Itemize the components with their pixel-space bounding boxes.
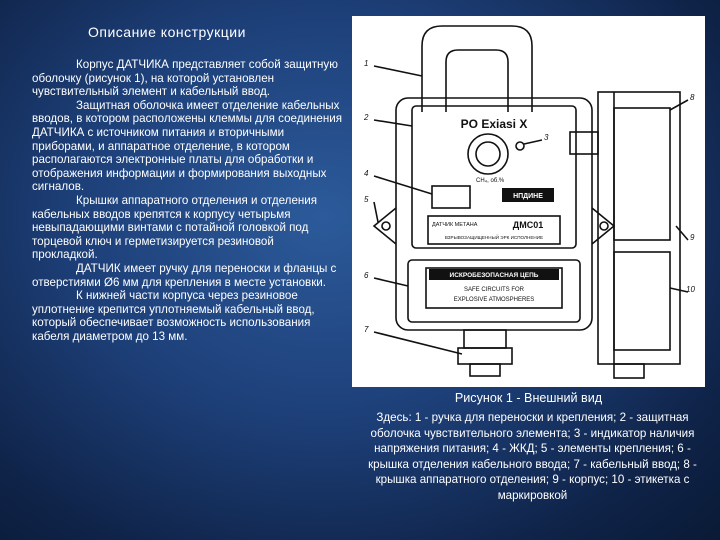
circuit-ru-text: ИСКРОБЕЗОПАСНАЯ ЦЕПЬ bbox=[449, 272, 539, 279]
marking-text: PO Exiasi X bbox=[460, 117, 528, 131]
power-indicator bbox=[516, 142, 524, 150]
small-print-text: ВЗРЫВОЗАЩИЩЕННЫЙ ЭРК ИСПОЛНЕНИЕ bbox=[444, 235, 544, 240]
callout-3: 3 bbox=[544, 133, 549, 142]
callout-4: 4 bbox=[364, 169, 369, 178]
ch-label: CH₄, об.% bbox=[476, 178, 505, 184]
callout-7: 7 bbox=[364, 325, 369, 334]
slide-title: Описание конструкции bbox=[88, 24, 246, 40]
cable-gland-nut bbox=[458, 348, 512, 364]
description-text bbox=[32, 58, 342, 343]
paragraph-enclosure: Защитная оболочка имеет отделение кабельных вводов, в котором расположены клеммы для соединения ДАТЧИКА с источником питания и вторичными приборами, и аппаратное отделение, в котором располагаются электронные платы для обработки и отображения информации и формирования выходных сигналов. bbox=[32, 98, 342, 194]
cable-gland-tip bbox=[470, 364, 500, 376]
paragraph-handle: ДАТЧИК имеет ручку для переноски и фланцы с отверстиями Ø6 мм для крепления в месте установки. bbox=[32, 261, 337, 289]
sensor-label-text: ДАТЧИК МЕТАНА bbox=[432, 222, 478, 228]
figure-caption-text: Здесь: 1 - ручка для переноски и крепления; 2 - защитная оболочка чувствительного элемента; 3 - индикатор наличия напряжения питания; 4 - ЖКД; 5 - элементы крепления; 6 - крышка отделения кабельного ввода; 7 - кабельный ввод; 8 - крышка аппаратного отделения; 9 - корпус; 10 - этикетка с маркировкой bbox=[368, 411, 697, 502]
lcd-window bbox=[432, 186, 470, 208]
flange-left-hole bbox=[382, 222, 390, 230]
callout-9: 9 bbox=[690, 233, 695, 242]
callout-8: 8 bbox=[690, 93, 695, 102]
side-hinge bbox=[570, 132, 598, 154]
handle-outline bbox=[422, 26, 532, 112]
callout-6: 6 bbox=[364, 271, 369, 280]
callout-10: 10 bbox=[686, 285, 695, 294]
handle-opening bbox=[446, 50, 508, 112]
flange-right-hole bbox=[600, 222, 608, 230]
sensor-circle-inner bbox=[476, 142, 500, 166]
callout-5: 5 bbox=[364, 195, 369, 204]
brand-text: НПДИНЕ bbox=[513, 193, 543, 200]
cable-gland-body bbox=[464, 330, 506, 348]
callout-2: 2 bbox=[364, 113, 369, 122]
circuit-en-1-text: SAFE CIRCUITS FOR bbox=[463, 287, 525, 293]
callout-1: 1 bbox=[364, 59, 369, 68]
model-text: ДМС01 bbox=[512, 220, 544, 230]
device-drawing-svg bbox=[352, 16, 705, 387]
sensor-circle-outer bbox=[468, 134, 508, 174]
device-drawing bbox=[352, 16, 705, 387]
paragraph-cable-entry: К нижней части корпуса через резиновое уплотнение крепится уплотняемый кабельный ввод, который обеспечивает возможность использования кабеля диаметром до 13 мм. bbox=[32, 289, 315, 343]
side-gland bbox=[614, 364, 644, 378]
flange-right bbox=[592, 208, 614, 244]
side-cover-bottom bbox=[614, 252, 670, 350]
paragraph-housing: Корпус ДАТЧИКА представляет собой защитную оболочку (рисунок 1), на которой установлен чувствительный элемент и кабельный ввод. bbox=[32, 58, 338, 99]
circuit-en-2-text: EXPLOSIVE ATMOSPHERES bbox=[453, 297, 535, 303]
side-cover-top bbox=[614, 108, 670, 240]
flange-left bbox=[374, 208, 396, 244]
paragraph-covers: Крышки аппаратного отделения и отделения кабельных вводов крепятся к корпусу четырьмя невыпадающими винтами с потайной головкой под торцевой ключ и герметизируется резиновой прокладкой. bbox=[32, 193, 318, 262]
figure-caption-title: Рисунок 1 - Внешний вид bbox=[454, 391, 603, 405]
